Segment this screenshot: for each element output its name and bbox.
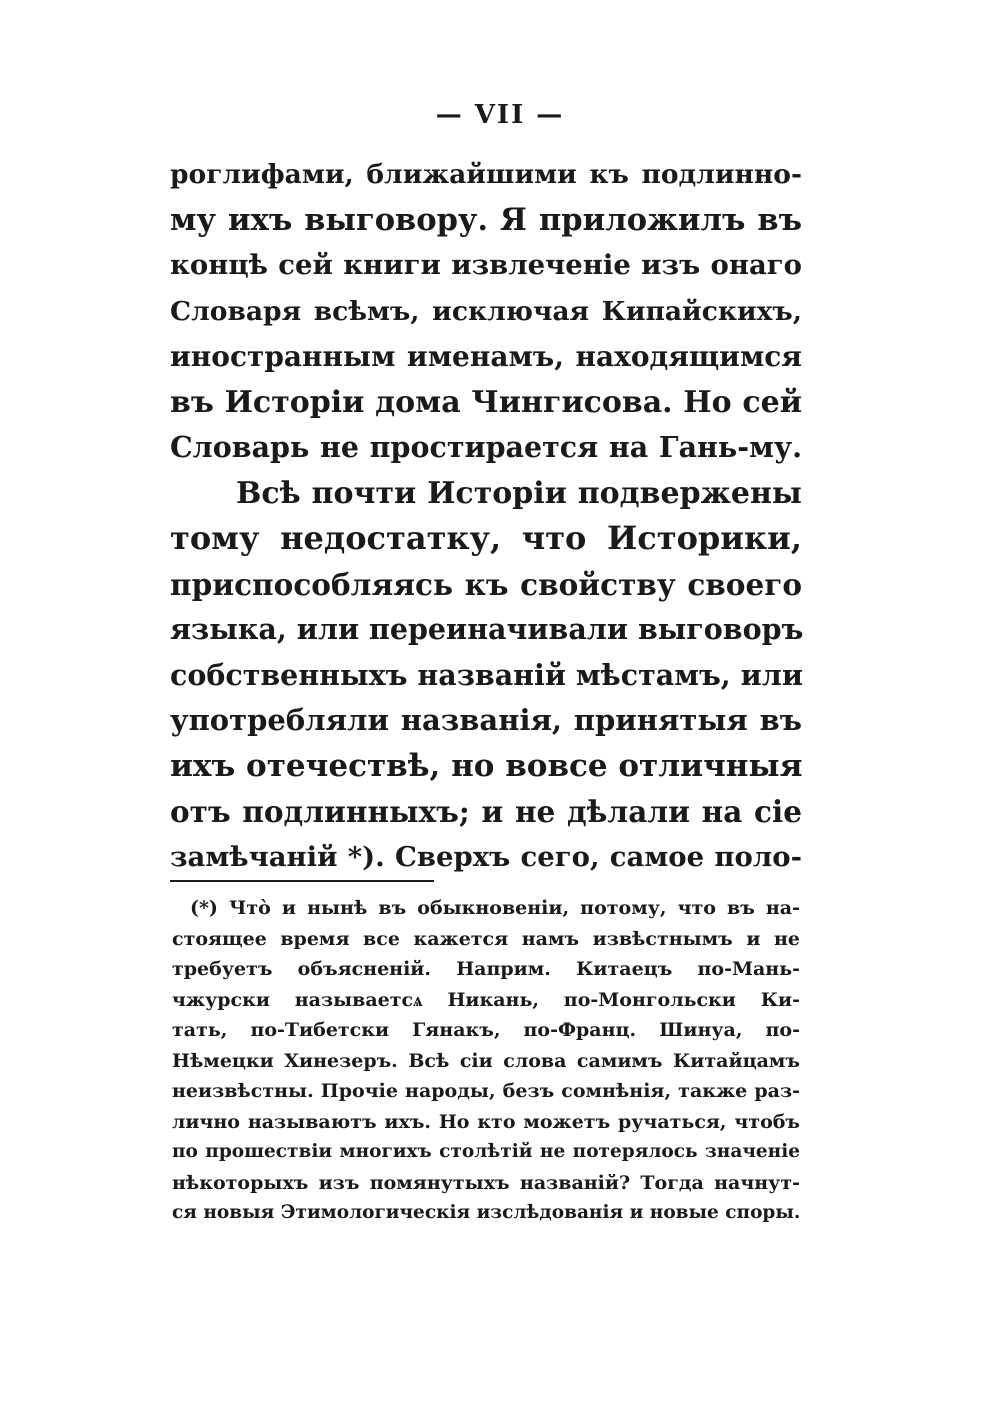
text-line: иностранным именамъ, находящимся xyxy=(170,340,802,373)
footnote-line: Нѣмецки Хинезеръ. Всѣ сіи слова самимъ Китайцамъ xyxy=(172,1049,800,1072)
text-line: въ Исторіи дома Чингисова. Но сей xyxy=(170,384,802,420)
footnote-line: нѣкоторыхъ изъ помянутыхъ названій? Тогда начнут- xyxy=(172,1171,800,1194)
footnote-line: чжурски называетсѧ Никань, по-Монгольски Ки- xyxy=(172,988,800,1011)
text-line: му ихъ выговору. Я приложилъ въ xyxy=(170,201,802,238)
text-line: языка, или переиначивали выговоръ xyxy=(170,612,804,646)
footnote-line: требуетъ объясненій. Наприм. Китаецъ по-Мань- xyxy=(172,958,800,980)
text-line: тому недостатку, что Историки, xyxy=(170,519,802,557)
text-line: приспособляясь къ свойству своего xyxy=(170,566,802,602)
text-line: концѣ сей книги извлеченіе изъ онаго xyxy=(170,249,802,281)
footnote-line: по прошествіи многихъ столѣтій не потерялось значеніе xyxy=(172,1141,800,1162)
text-line: отъ подлинныхъ; и не дѣлали на сіе xyxy=(170,794,802,829)
footnote-line: неизвѣстны. Прочіе народы, безъ сомнѣнія, также раз- xyxy=(172,1080,800,1102)
main-text-body xyxy=(170,152,802,880)
footnote-line: стоящее время все кажется намъ извѣстнымъ и не xyxy=(172,927,800,950)
text-line: роглифами, ближайшими къ подлинно- xyxy=(170,159,802,190)
footnote xyxy=(172,893,800,1229)
text-line: собственныхъ названій мѣстамъ, или xyxy=(170,657,804,692)
page-number: — VII — xyxy=(435,100,565,130)
paragraph-first-line: Всѣ почти Исторіи подвержены xyxy=(236,475,802,511)
footnote-line: тать, по-Тибетски Гянакъ, по-Франц. Шинуа, по- xyxy=(172,1019,800,1041)
text-line: замѣчаній *). Сверхъ сего, самое поло- xyxy=(170,840,802,873)
text-line: ихъ отечествѣ, но вовсе отличныя xyxy=(170,747,803,784)
footnote-separator xyxy=(170,880,434,882)
footnote-line: лично называютъ ихъ. Но кто можетъ ручаться, чтобъ xyxy=(172,1110,800,1133)
text-line: Словаря всѣмъ, исключая Кипайскихъ, xyxy=(170,295,802,327)
footnote-line: (*) Чтò и нынѣ въ обыкновеніи, потому, что въ на- xyxy=(190,897,800,919)
text-line: употребляли названія, принятыя въ xyxy=(170,703,802,737)
footnote-line: ся новыя Этимологическія изслѣдованія и новые споры. xyxy=(172,1202,801,1223)
text-line: Словарь не простирается на Гань-му. xyxy=(170,430,802,464)
